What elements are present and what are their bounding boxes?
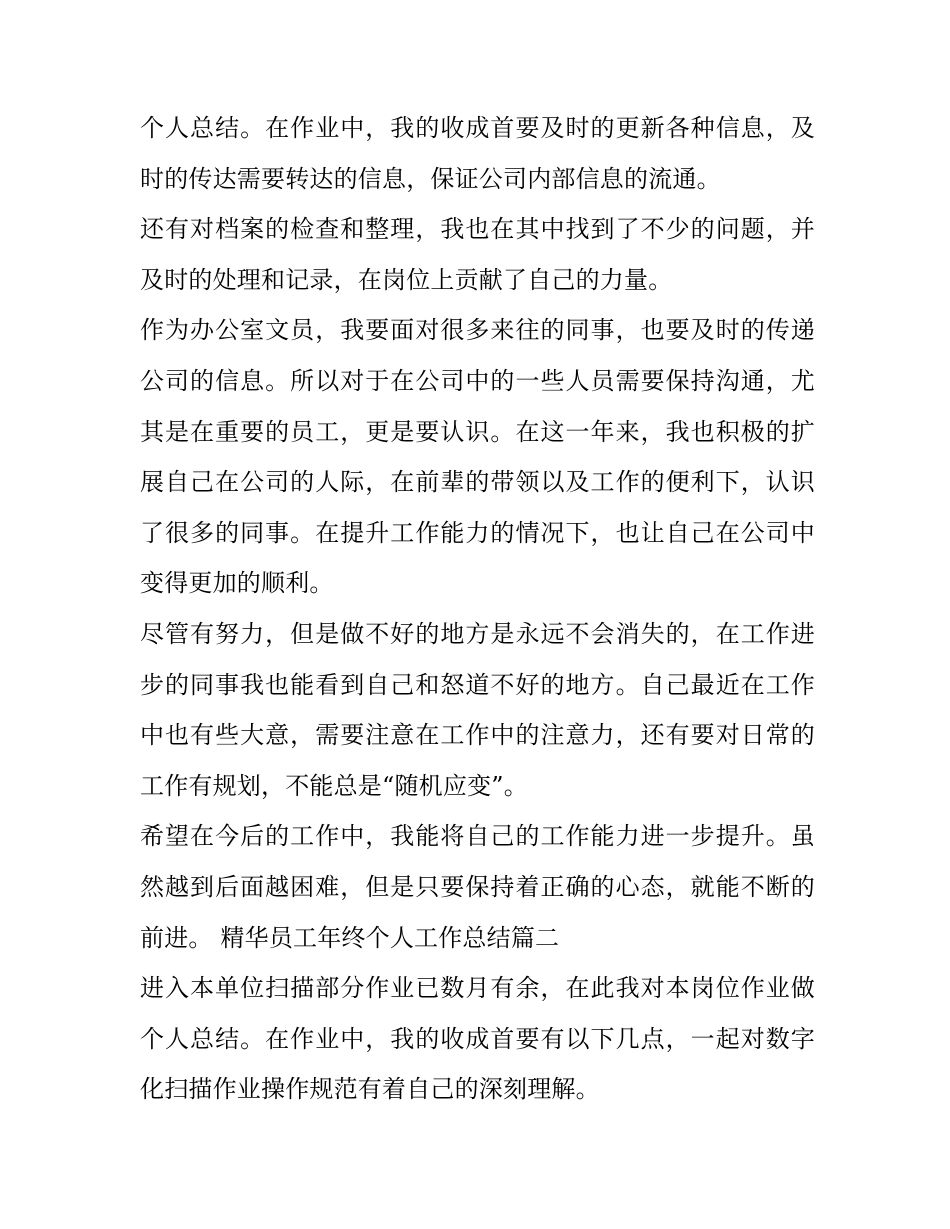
- paragraph-5: 希望在今后的工作中，我能将自己的工作能力进一步提升。虽然越到后面越困难，但是只要保持着正确的心态，就能不断的前进。 精华员工年终个人工作总结篇二: [140, 822, 815, 952]
- paragraph-3: 作为办公室文员，我要面对很多来往的同事，也要及时的传递公司的信息。所以对于在公司中的一些人员需要保持沟通，尤其是在重要的员工，更是要认识。在这一年来，我也积极的扩展自己在公司的人际，在前辈的带领以及工作的便利下，认识了很多的同事。在提升工作能力的情况下，也让自己在公司中变得更加的顺利。: [140, 316, 815, 598]
- paragraph-1: 个人总结。在作业中，我的收成首要及时的更新各种信息，及时的传达需要转达的信息，保证公司内部信息的流通。: [140, 114, 815, 193]
- paragraph-4: 尽管有努力，但是做不好的地方是永远不会消失的，在工作进步的同事我也能看到自己和怒道不好的地方。自己最近在工作中也有些大意，需要注意在工作中的注意力，还有要对日常的工作有规划，不能总是“随机应变”。: [140, 619, 815, 800]
- paragraph-6: 进入本单位扫描部分作业已数月有余，在此我对本岗位作业做个人总结。在作业中，我的收成首要有以下几点，一起对数字化扫描作业操作规范有着自己的深刻理解。: [140, 974, 815, 1104]
- document-body: [140, 103, 815, 1115]
- paragraph-2: 还有对档案的检查和整理，我也在其中找到了不少的问题，并及时的处理和记录，在岗位上贡献了自己的力量。: [140, 215, 815, 294]
